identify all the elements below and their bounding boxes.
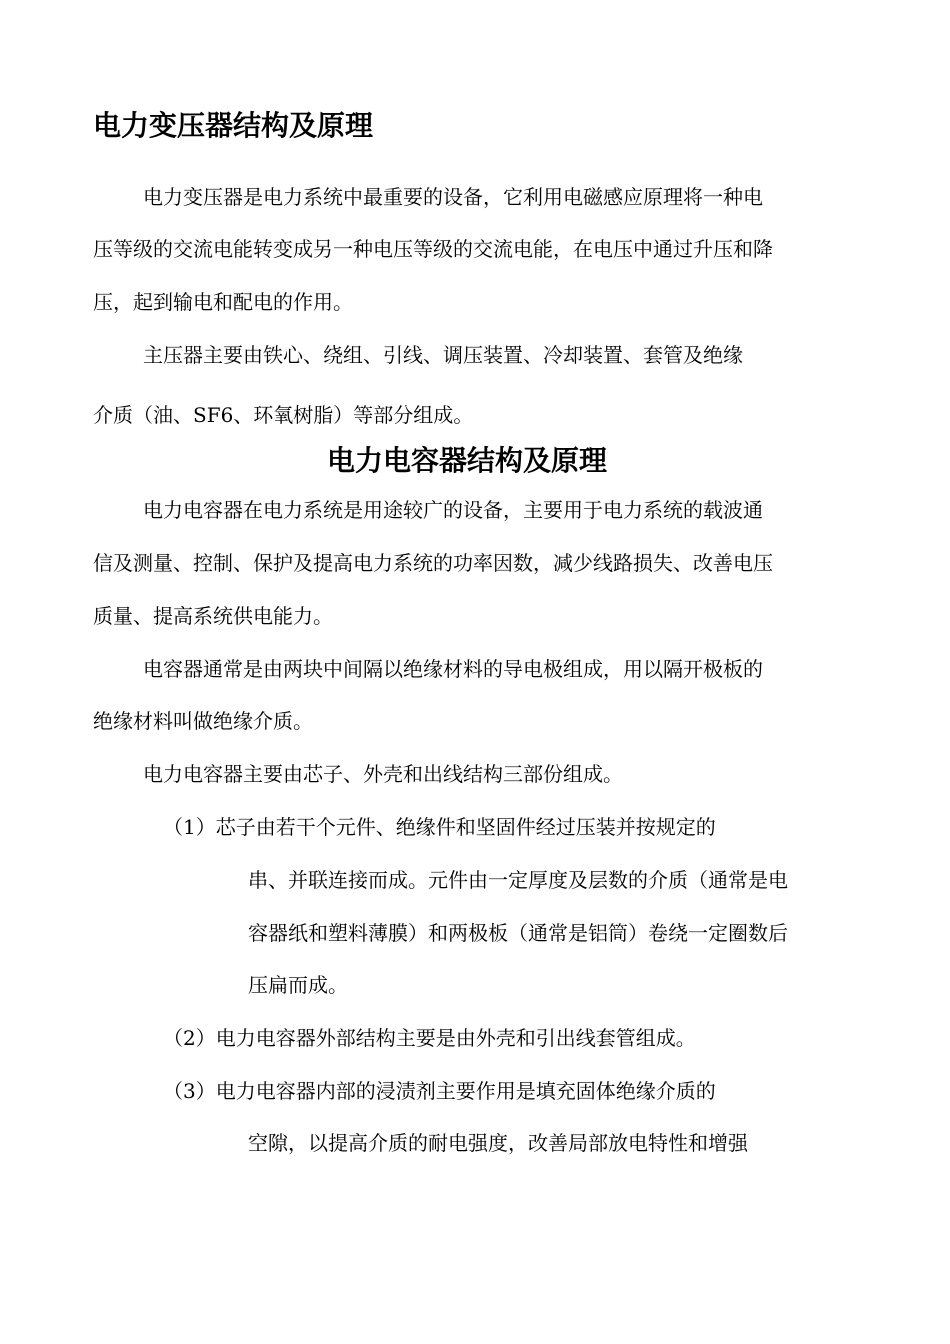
capacitor-item3-line-1: （3）电力电容器内部的浸渍剂主要作用是填充固体绝缘介质的 <box>163 1079 716 1103</box>
capacitor-item3-line-2: 空隙，以提高介质的耐电强度，改善局部放电特性和增强 <box>248 1131 748 1155</box>
capacitor-definition-line-2: 绝缘材料叫做绝缘介质。 <box>93 709 313 733</box>
capacitor-structure-line: 电力电容器主要由芯子、外壳和出线结构三部份组成。 <box>143 762 623 786</box>
capacitor-intro-line-1: 电力电容器在电力系统是用途较广的设备，主要用于电力系统的载波通 <box>143 498 763 522</box>
transformer-intro-line-2: 压等级的交流电能转变成另一种电压等级的交流电能，在电压中通过升压和降 <box>93 237 773 261</box>
capacitor-title: 电力电容器结构及原理 <box>327 444 608 477</box>
capacitor-item2-line: （2）电力电容器外部结构主要是由外壳和引出线套管组成。 <box>163 1026 696 1050</box>
capacitor-item1-line-3: 容器纸和塑料薄膜）和两极板（通常是铝筒）卷绕一定圈数后 <box>248 921 788 945</box>
capacitor-definition-line-1: 电容器通常是由两块中间隔以绝缘材料的导电极组成，用以隔开极板的 <box>143 657 763 681</box>
capacitor-intro-line-2: 信及测量、控制、保护及提高电力系统的功率因数，减少线路损失、改善电压 <box>93 551 773 575</box>
transformer-intro-line-1: 电力变压器是电力系统中最重要的设备，它利用电磁感应原理将一种电 <box>143 185 763 209</box>
capacitor-item1-line-1: （1）芯子由若干个元件、绝缘件和坚固件经过压装并按规定的 <box>163 815 716 839</box>
transformer-intro-line-3: 压，起到输电和配电的作用。 <box>93 290 353 314</box>
capacitor-item1-line-2: 串、并联连接而成。元件由一定厚度及层数的介质（通常是电 <box>248 868 788 892</box>
transformer-components-line-2: 介质（油、SF6、环氧树脂）等部分组成。 <box>93 403 474 427</box>
capacitor-intro-line-3: 质量、提高系统供电能力。 <box>93 604 333 628</box>
transformer-components-line-1: 主压器主要由铁心、绕组、引线、调压装置、冷却装置、套管及绝缘 <box>143 343 743 367</box>
transformer-title: 电力变压器结构及原理 <box>93 109 374 142</box>
capacitor-item1-line-4: 压扁而成。 <box>248 973 348 997</box>
